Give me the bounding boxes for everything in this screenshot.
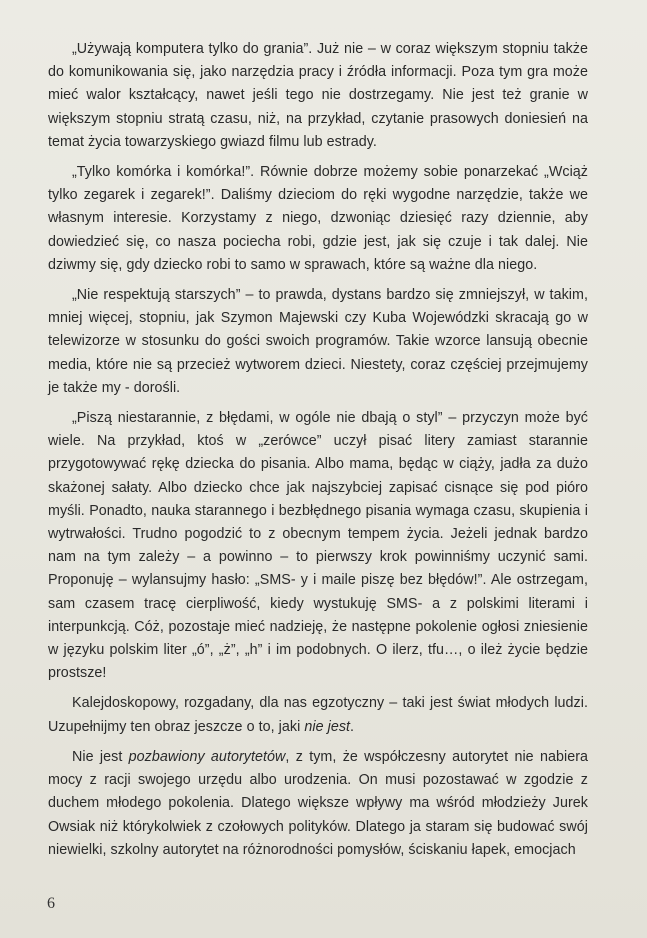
italic-text: pozbawiony autorytetów (128, 748, 286, 765)
paragraph (48, 746, 588, 862)
italic-text: nie jest (304, 718, 351, 735)
text-segment: „Tylko komórka i komórka!”. Równie dobrze możemy sobie ponarzekać „Wciąż tylko zegarek i zegarek!”. Daliśmy dzieciom do ręki wygodne narzędzie, także we własnym interesie. Korzystamy z niego, dzwoniąc dziesięć razy dziennie, aby dowiedzieć się, co nasza pociecha robi, gdzie jest, jak się czuje i tak dalej. Nie dziwmy się, gdy dziecko robi to samo w sprawach, które są ważne dla niego. (48, 164, 588, 273)
text-segment: Kalejdoskopowy, rozgadany, dla nas egzotyczny – taki jest świat młodych ludzi. Uzupełnijmy ten obraz jeszcze o to, jaki (48, 695, 588, 735)
text-segment: , z tym, że współczesny autorytet nie nabiera mocy z racji swojego urzędu albo urodzenia. On musi pozostawać w zgodzie z duchem młodego pokolenia. Dlatego większe wpływy ma wśród młodzieży Jurek Owsiak niż którykolwiek z czołowych polityków. Dlatego ja staram się budować swój niewielki, szkolny autorytet na różnorodności pomysłów, ściskaniu łapek, emocjach (48, 748, 589, 858)
text-segment: „Piszą niestarannie, z błędami, w ogóle nie dbają o styl” – przyczyn może być wiele. Na przykład, ktoś w „zerówce” uczył pisać litery zamiast starannie przygotowywać rękę dziecka do pisania. Albo mama, będąc w ciąży, jadła za dużo skażonej sałaty. Albo dziecko chce jak najszybciej zapisać cisnące się pod pióro myśli. Ponadto, nauka starannego i bezbłędnego pisania wymaga czasu, skupienia i wytrwałości. Trudno pogodzić to z obecnym tempem życia. Jeżeli jednak bardzo nam na tym zależy – a powinno – to pierwszy krok powinniśmy uczynić sami. Proponuję – wylansujmy hasło: „SMS- y i maile piszę bez błędów!”. Ale ostrzegam, sam czasem tracę cierpliwość, kiedy wystukuję SMS- a z polskimi literami i interpunkcją. Cóż, pozostaje mieć nadzieję, że następne pokolenie ogłosi zniesienie w języku polskim liter „ó”, „ż”, „h” i im podobnych. O ilerz, tfu…, o ileż życie będzie prostsze! (48, 410, 588, 682)
page-number: 6 (47, 895, 55, 912)
body-text (48, 38, 588, 869)
paragraph (48, 161, 588, 277)
paragraph (48, 284, 588, 400)
text-segment: „Używają komputera tylko do grania”. Już nie – w coraz większym stopniu także do komunikowania się, jako narzędzia pracy i źródła informacji. Poza tym gra może mieć walor kształcący, nawet jeśli tego nie dostrzegamy. Nie jest też granie w większym stopniu stratą czasu, niż, na przykład, czytanie prasowych doniesień na temat życia towarzyskiego gwiazd filmu lub estrady. (48, 41, 588, 150)
text-segment: „Nie respektują starszych” – to prawda, dystans bardzo się zmniejszył, w takim, mniej więcej, stopniu, jak Szymon Majewski czy Kuba Wojewódzki skracają go w telewizorze w stosunku do gości swoich programów. Takie wzorce lansują obecnie media, które nie są przecież wytworem dzieci. Niestety, coraz częściej przejmujemy je także my - dorośli. (48, 287, 588, 396)
paragraph (48, 407, 588, 685)
text-segment: . (350, 718, 355, 735)
text-segment: Nie jest (72, 748, 129, 765)
paragraph (48, 38, 588, 154)
paragraph (48, 692, 588, 738)
